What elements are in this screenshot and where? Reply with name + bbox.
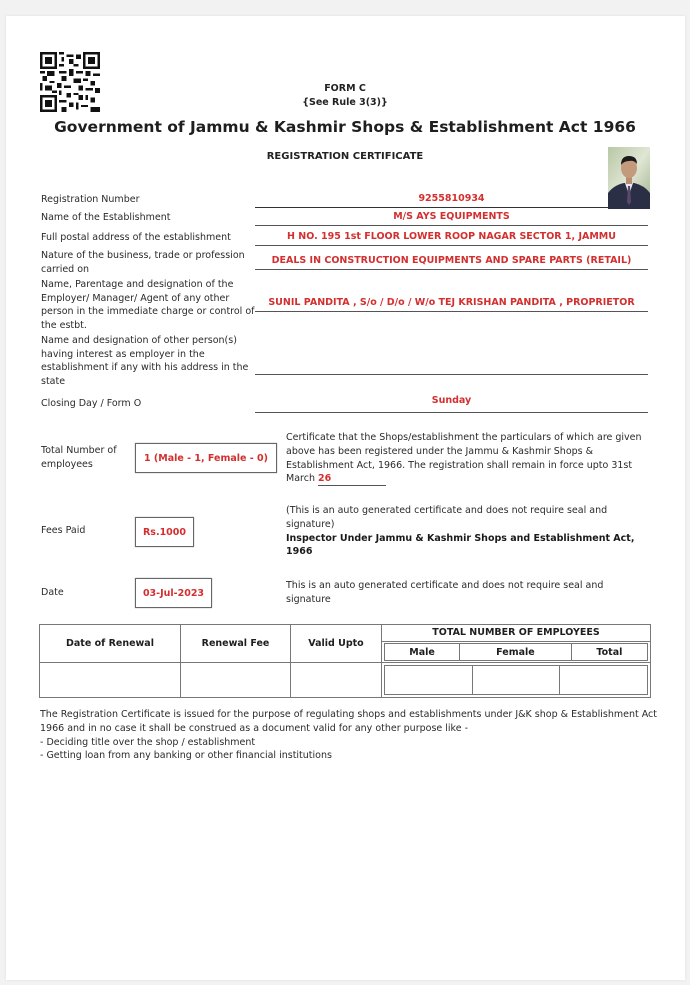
date-label: Date [41, 587, 64, 598]
column-header-male: Male [385, 644, 460, 661]
cell-total [560, 666, 648, 695]
form-name: FORM C [324, 83, 366, 94]
cell-female [472, 666, 560, 695]
cell-employees-group [382, 663, 651, 698]
divider [255, 245, 648, 246]
inspector-title: Inspector Under Jammu & Kashmir Shops and Establishment Act, 1966 [286, 532, 635, 558]
fees-paid-label: Fees Paid [41, 525, 86, 536]
date-note: This is an auto generated certificate and does not require seal and signature [286, 580, 604, 605]
form-rule: {See Rule 3(3)} [302, 97, 388, 108]
certificate-statement: Certificate that the Shops/establishment the particulars of which are given above has been registered under the Jammu & Kashmir Shops & Establishment Act, 1966. The registration shall remain in force upto 31st March 26 [286, 432, 642, 485]
employer-details-label: Name, Parentage and designation of the Employer/ Manager/ Agent of any other person in the immediate charge or control of the estbt. [41, 279, 255, 331]
column-header-valid-upto: Valid Upto [291, 625, 382, 663]
table-row [40, 663, 651, 698]
registration-number-label: Registration Number [41, 194, 140, 205]
auto-generated-note: (This is an auto generated certificate and does not require seal and signature) [286, 505, 608, 530]
divider [255, 311, 648, 312]
establishment-name-value: M/S AYS EQUIPMENTS [393, 211, 510, 222]
total-employees-label: Total Number of employees [41, 445, 117, 470]
validity-year: 26 [318, 473, 386, 486]
divider [255, 374, 648, 375]
establishment-name-label: Name of the Establishment [41, 212, 171, 223]
employer-details-value: SUNIL PANDITA , S/o / D/o / W/o TEJ KRISHAN PANDITA , PROPRIETOR [268, 297, 635, 308]
divider [255, 225, 648, 226]
divider [255, 207, 610, 208]
employees-subheader [384, 643, 648, 661]
business-nature-value: DEALS IN CONSTRUCTION EQUIPMENTS AND SPARE PARTS (RETAIL) [271, 255, 632, 266]
footer-disclaimer [40, 708, 660, 763]
other-persons-label: Name and designation of other person(s) having interest as employer in the establishment if any with his address in the state [41, 335, 249, 387]
disclaimer-intro: The Registration Certificate is issued for the purpose of regulating shops and establishments under J&K shop & Establishment Act 1966 and in no case it shall be construed as a document valid for any other purpose like - [40, 709, 657, 734]
disclaimer-item: - Deciding title over the shop / establishment [40, 736, 256, 748]
divider [255, 412, 648, 413]
employees-values [384, 665, 648, 695]
cell-renewal-fee [181, 663, 291, 698]
registration-number-value: 9255810934 [418, 193, 485, 204]
cell-male [385, 666, 473, 695]
cell-valid-upto [291, 663, 382, 698]
renewal-table [39, 624, 651, 698]
column-header-date-of-renewal: Date of Renewal [40, 625, 181, 663]
fees-note-block [286, 504, 651, 559]
table-header-row [40, 625, 651, 663]
certificate-subtitle: REGISTRATION CERTIFICATE [266, 151, 424, 162]
closing-day-label: Closing Day / Form O [41, 398, 142, 409]
cell-date-of-renewal [40, 663, 181, 698]
employees-group-header [382, 625, 651, 663]
column-header-renewal-fee: Renewal Fee [181, 625, 291, 663]
form-heading [0, 82, 690, 110]
date-value: 03-Jul-2023 [135, 578, 212, 608]
group-header-title: TOTAL NUMBER OF EMPLOYEES [382, 625, 650, 642]
postal-address-label: Full postal address of the establishment [41, 232, 231, 243]
business-nature-label: Nature of the business, trade or profession carried on [41, 250, 245, 275]
disclaimer-item: - Getting loan from any banking or other financial institutions [40, 750, 332, 762]
total-employees-value: 1 (Male - 1, Female - 0) [135, 443, 277, 473]
page-title: Government of Jammu & Kashmir Shops & Establishment Act 1966 [54, 118, 636, 136]
column-header-total: Total [571, 644, 647, 661]
postal-address-value: H NO. 195 1st FLOOR LOWER ROOP NAGAR SECTOR 1, JAMMU [287, 231, 616, 242]
closing-day-value: Sunday [431, 395, 472, 406]
divider [255, 269, 648, 270]
column-header-female: Female [460, 644, 572, 661]
fees-paid-value: Rs.1000 [135, 517, 194, 547]
